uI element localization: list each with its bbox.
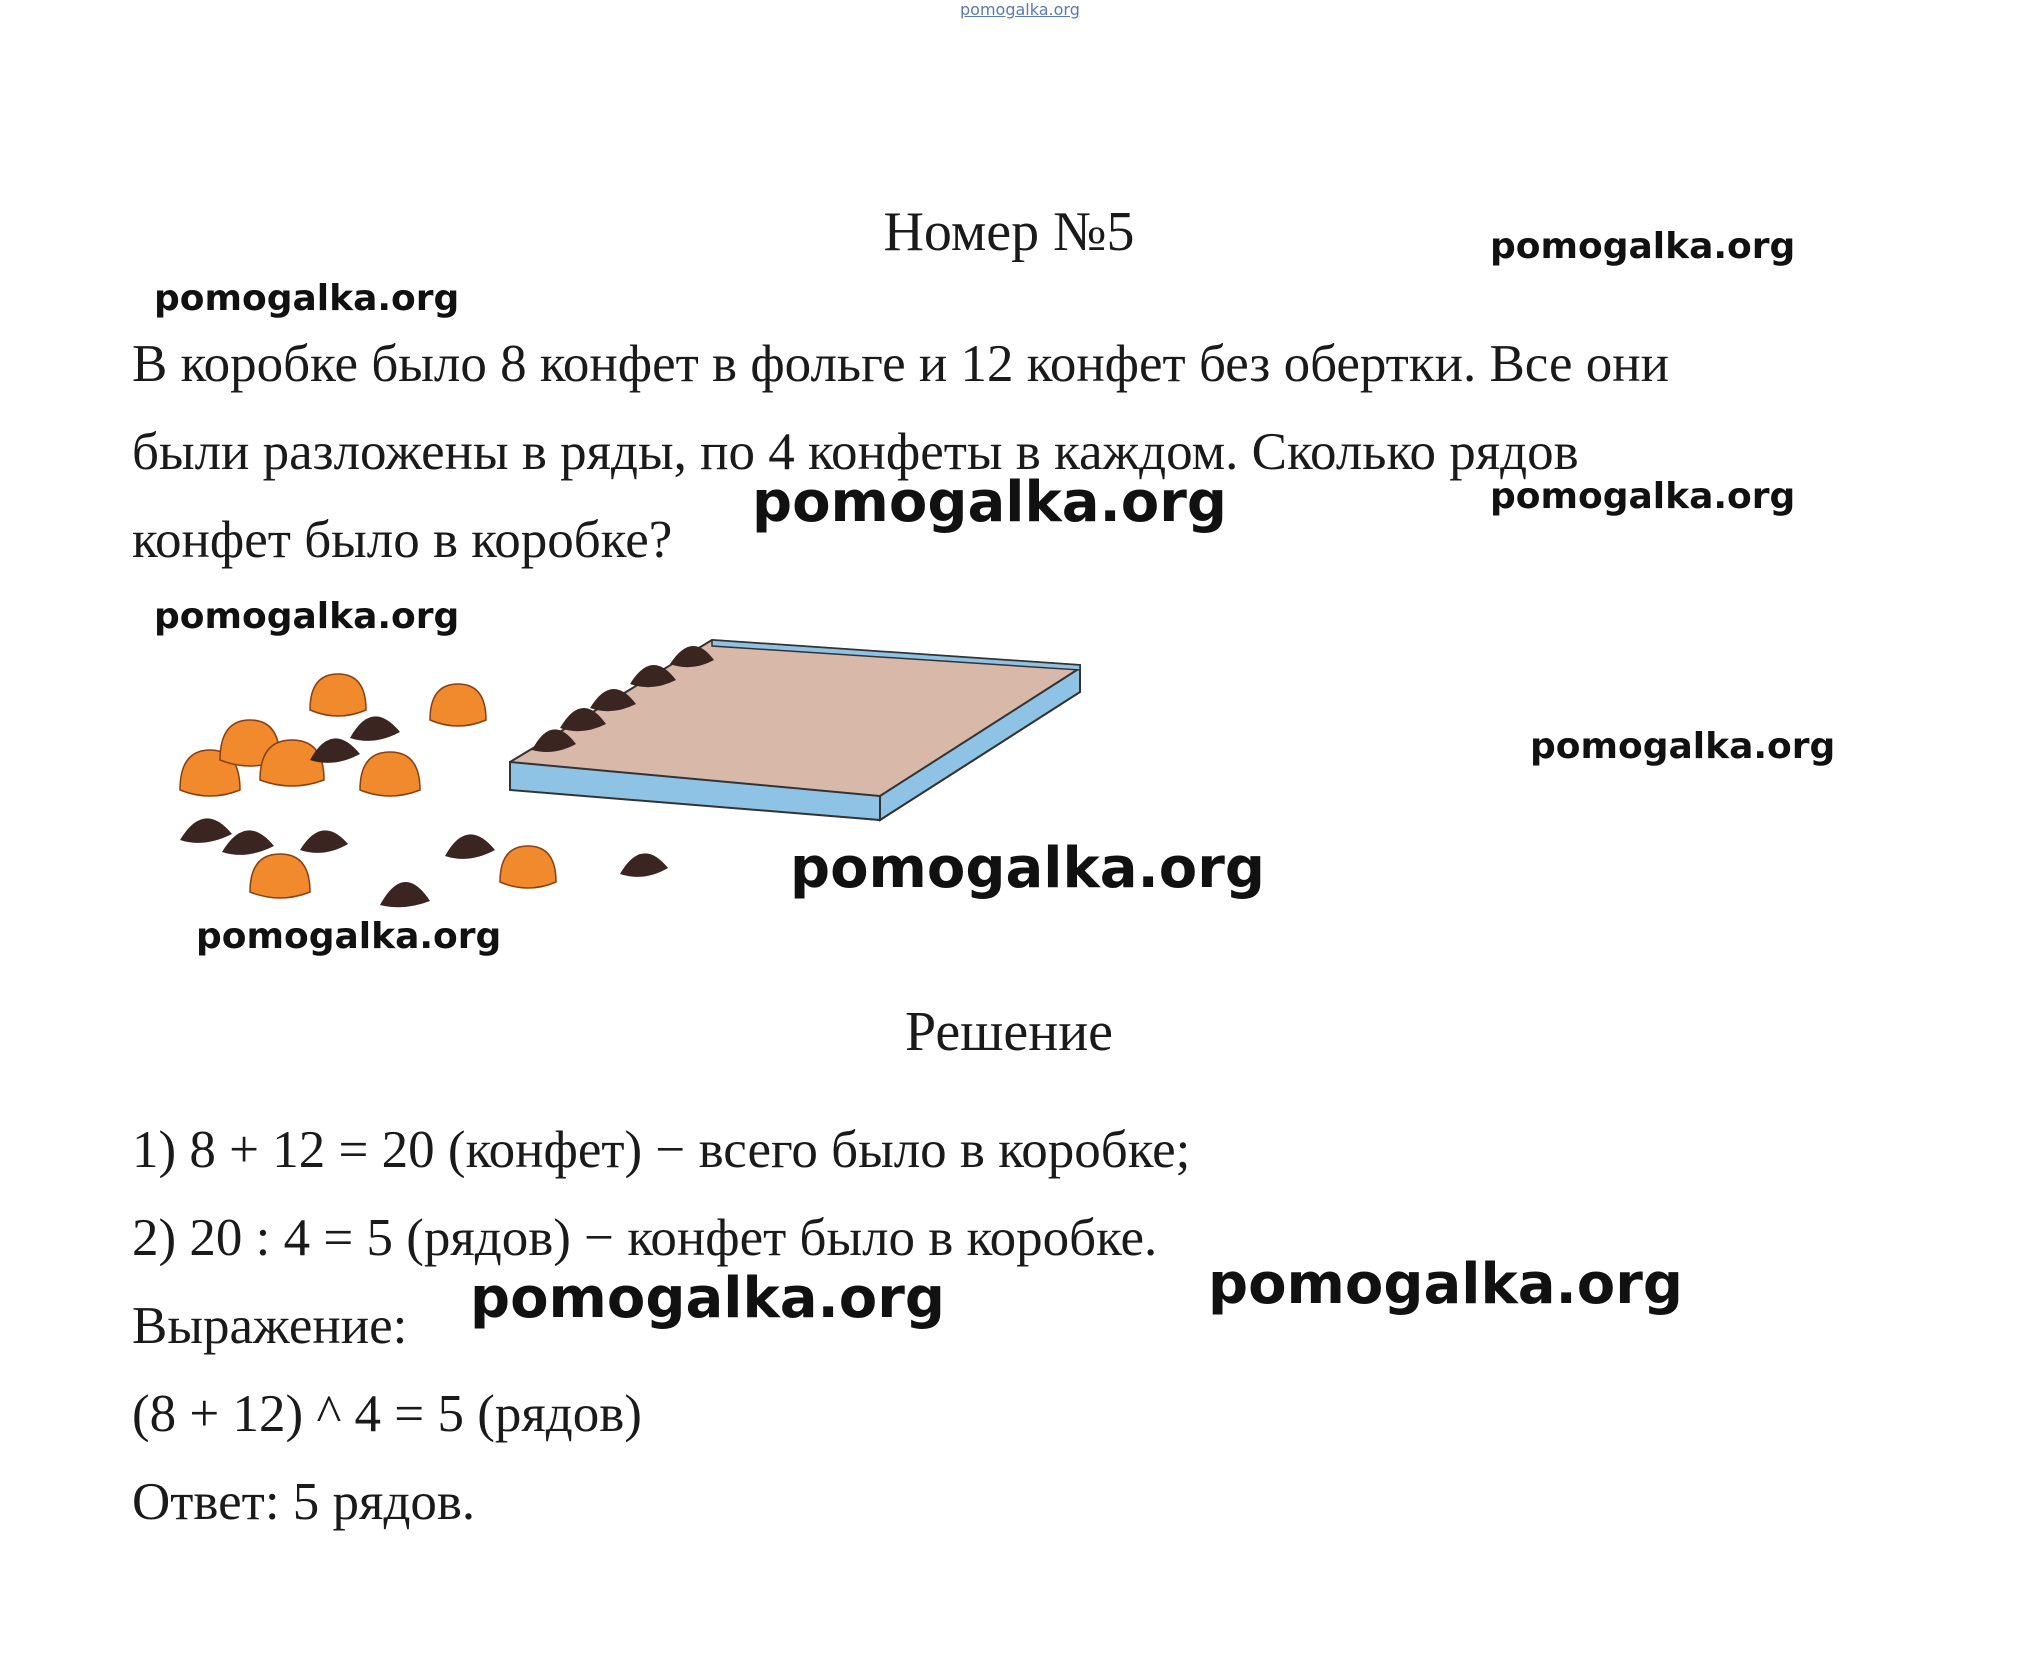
expression: (8 + 12) ^ 4 = 5 (рядов)	[132, 1385, 642, 1443]
watermark: pomogalka.org	[196, 916, 502, 957]
watermark: pomogalka.org	[1490, 476, 1796, 517]
answer: Ответ: 5 рядов.	[132, 1473, 476, 1531]
problem-line: конфет было в коробке?	[132, 511, 673, 569]
expression-label: Выражение:	[132, 1297, 408, 1355]
solution-step: 1) 8 + 12 = 20 (конфет) − всего было в коробке;	[132, 1121, 1191, 1179]
watermark: pomogalka.org	[752, 470, 1227, 535]
watermark: pomogalka.org	[154, 596, 460, 637]
candy-box	[510, 640, 1080, 820]
problem-line: В коробке было 8 конфет в фольге и 12 конфет без обертки. Все они	[132, 335, 1669, 393]
watermark: pomogalka.org	[154, 278, 460, 319]
problem-line: были разложены в ряды, по 4 конфеты в каждом. Сколько рядов	[132, 423, 1579, 481]
watermark: pomogalka.org	[790, 836, 1265, 901]
watermark: pomogalka.org	[1208, 1252, 1683, 1317]
watermark: pomogalka.org	[470, 1266, 945, 1331]
page-title: Номер №5	[883, 201, 1135, 263]
solution-step: 2) 20 : 4 = 5 (рядов) − конфет было в коробке.	[132, 1209, 1158, 1267]
problem-text	[132, 320, 1912, 584]
foil-candies	[180, 674, 556, 898]
site-link[interactable]: pomogalka.org	[960, 0, 1080, 19]
solution-heading: Решение	[904, 1001, 1114, 1063]
watermark: pomogalka.org	[1490, 226, 1796, 267]
watermark: pomogalka.org	[1530, 726, 1836, 767]
